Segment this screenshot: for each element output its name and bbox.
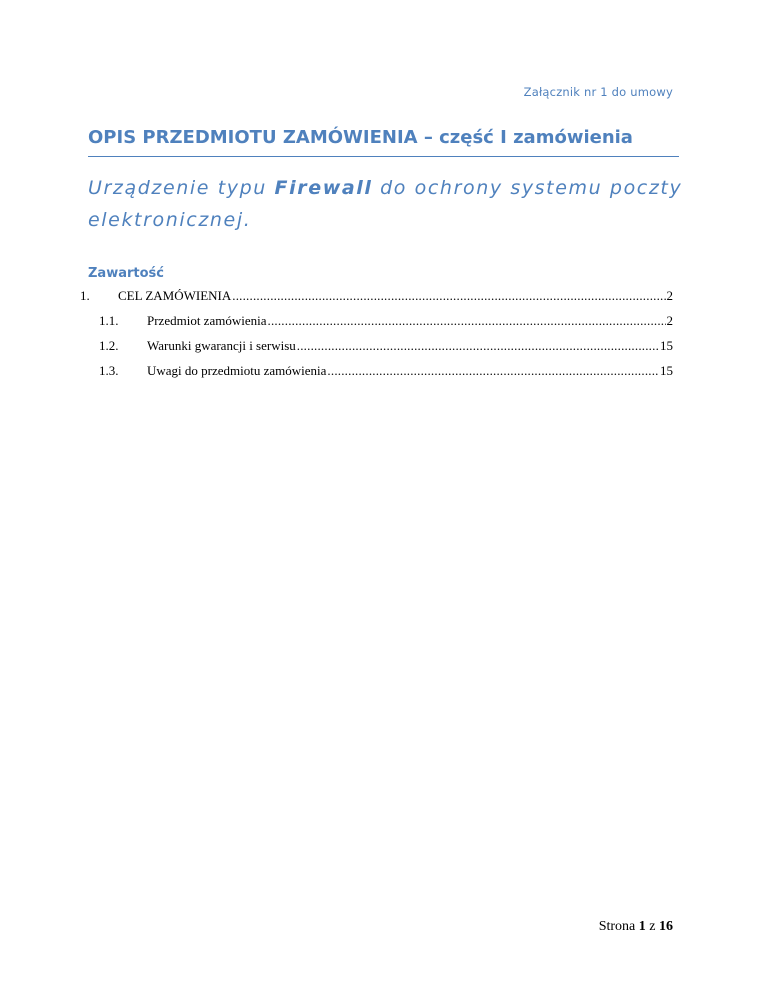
footer-page-label: Strona — [598, 919, 636, 934]
toc-leader-dots — [232, 288, 665, 304]
toc-heading: Zawartość — [88, 266, 164, 281]
toc-entry-number: 1.1. — [99, 313, 119, 328]
toc-entry-number: 1. — [80, 288, 90, 303]
toc-entry-page: 2 — [666, 288, 673, 303]
toc-entry-title: CEL ZAMÓWIENIA — [118, 288, 232, 303]
toc-leader-dots — [297, 338, 659, 354]
toc-leader-dots — [327, 363, 659, 379]
toc-entry-page: 2 — [666, 313, 673, 328]
toc-entry-title: Uwagi do przedmiotu zamówienia — [147, 363, 327, 378]
toc-entry-cel-zamowienia[interactable] — [80, 288, 673, 306]
toc-entry-title: Przedmiot zamówienia — [147, 313, 267, 328]
footer-total-pages: 16 — [659, 919, 673, 934]
toc-entry-number: 1.3. — [99, 363, 119, 378]
toc-entry-number: 1.2. — [99, 338, 119, 353]
toc-entry-page: 15 — [660, 338, 673, 353]
toc-leader-dots — [268, 313, 666, 329]
toc-entry-warunki-gwarancji[interactable] — [99, 338, 673, 356]
footer-current-page: 1 — [638, 919, 646, 934]
subtitle-text-start: Urządzenie typu — [88, 177, 275, 199]
toc-entry-przedmiot-zamowienia[interactable] — [99, 313, 673, 331]
subtitle-text-end: do ochrony systemu poczty elektronicznej. — [88, 177, 683, 231]
page-footer — [599, 919, 673, 935]
toc-entry-title: Warunki gwarancji i serwisu — [147, 338, 296, 353]
subtitle-emphasis: Firewall — [274, 177, 373, 199]
document-subtitle — [88, 172, 688, 236]
footer-of-label: z — [649, 919, 656, 934]
document-title: OPIS PRZEDMIOTU ZAMÓWIENIA – część I zamówienia — [88, 127, 679, 157]
toc-entry-page: 15 — [660, 363, 673, 378]
annex-label: Załącznik nr 1 do umowy — [523, 85, 673, 99]
toc-entry-uwagi[interactable] — [99, 363, 673, 381]
